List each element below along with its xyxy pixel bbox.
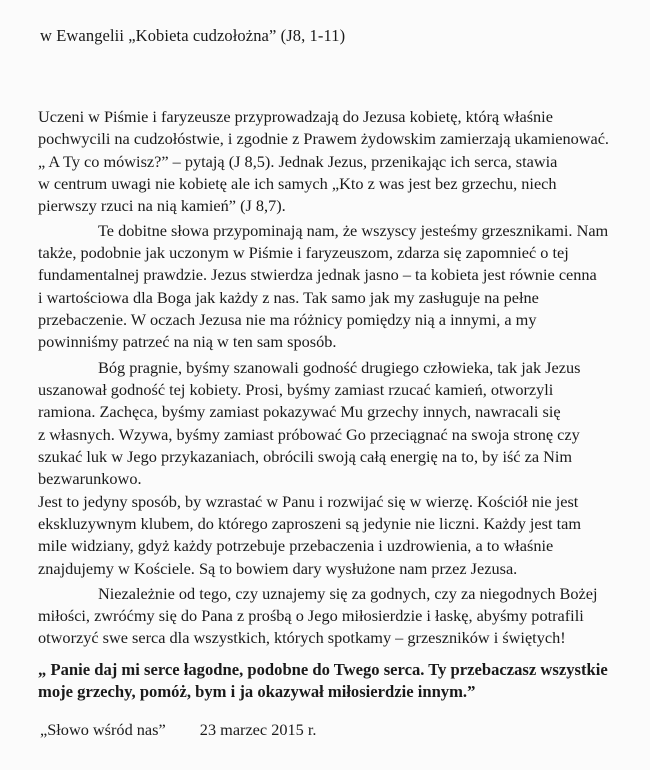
- text-line: pierwszy rzuci na nią kamień” (J 8,7).: [38, 196, 286, 215]
- prayer-line: moje grzechy, pomóż, bym i ja okazywał miłosierdzie innym.”: [38, 682, 476, 701]
- text-line: ekskluzywnym klubem, do którego zaproszeni są jedynie nie liczni. Każdy jest tam: [38, 514, 582, 533]
- text-line: także, podobnie jak uczonym w Piśmie i faryzeuszom, zdarza się zapomnieć o tej: [38, 243, 569, 262]
- text-line: mile widziany, gdyż każdy potrzebuje przebaczenia i uzdrowienia, a to właśnie: [38, 536, 554, 555]
- text-line: fundamentalnej prawdzie. Jezus stwierdza jednak jasno – ta kobieta jest równie cenna: [38, 265, 597, 284]
- text-line: Te dobitne słowa przypominają nam, że wszyscy jesteśmy grzesznikami. Nam: [98, 221, 609, 240]
- text-line: miłości, zwróćmy się do Pana z prośbą o Jego miłosierdzie i łaskę, abyśmy potrafili: [38, 606, 584, 625]
- footer-source: „Słowo wśród nas”: [40, 720, 166, 739]
- text-line: z własnych. Wzywa, byśmy zamiast próbować Go przeciągnać na swoja stronę czy: [38, 425, 580, 444]
- text-line: uszanował godność tej kobiety. Prosi, byśmy zamiast rzucać kamień, otworzyli: [38, 380, 554, 399]
- prayer-line: „ Panie daj mi serce łagodne, podobne do Twego serca. Ty przebaczasz wszystkie: [38, 660, 608, 679]
- document-header: w Ewangelii „Kobieta cudzołożna” (J8, 1-11): [40, 26, 346, 45]
- document-footer: [40, 720, 316, 740]
- text-line: przebaczenie. W oczach Jezusa nie ma różnicy pomiędzy nią a innymi, a my: [38, 310, 537, 329]
- text-line: Uczeni w Piśmie i faryzeusze przyprowadzają do Jezusa kobietę, którą właśnie: [38, 107, 553, 126]
- text-line: szukać luk w Jego przykazaniach, obrócili swoją całą energię na to, by iść za Nim: [38, 447, 573, 466]
- text-line: Jest to jedyny sposób, by wzrastać w Panu i rozwijać się w wierzę. Kościół nie jest: [38, 492, 579, 511]
- text-line: otworzyć swe serca dla wszystkich, których spotkamy – grzeszników i świętych!: [38, 628, 566, 647]
- text-line: Bóg pragnie, byśmy szanowali godność drugiego człowieka, tak jak Jezus: [98, 358, 581, 377]
- text-line: powinniśmy patrzeć na nią w ten sam sposób.: [38, 332, 337, 351]
- text-line: i wartościowa dla Boga jak każdy z nas. Tak samo jak my zasługuje na pełne: [38, 288, 539, 307]
- text-line: ramiona. Zachęca, byśmy zamiast pokazywać Mu grzechy innych, nawracali się: [38, 402, 561, 421]
- text-line: Niezależnie od tego, czy uznajemy się za godnych, czy za niegodnych Bożej: [98, 584, 598, 603]
- text-line: znajdujemy w Kościele. Są to bowiem dary wysłużone nam przez Jezusa.: [38, 559, 518, 578]
- text-line: bezwarunkowo.: [38, 469, 142, 488]
- text-line: pochwycili na cudzołóstwie, i zgodnie z Prawem żydowskim zamierzają ukamienować.: [38, 129, 610, 148]
- text-line: „ A Ty co mówisz?” – pytają (J 8,5). Jednak Jezus, przenikając ich serca, stawia: [38, 152, 558, 171]
- footer-date: 23 marzec 2015 r.: [199, 720, 317, 739]
- text-line: w centrum uwagi nie kobietę ale ich samych „Kto z was jest bez grzechu, niech: [38, 174, 557, 193]
